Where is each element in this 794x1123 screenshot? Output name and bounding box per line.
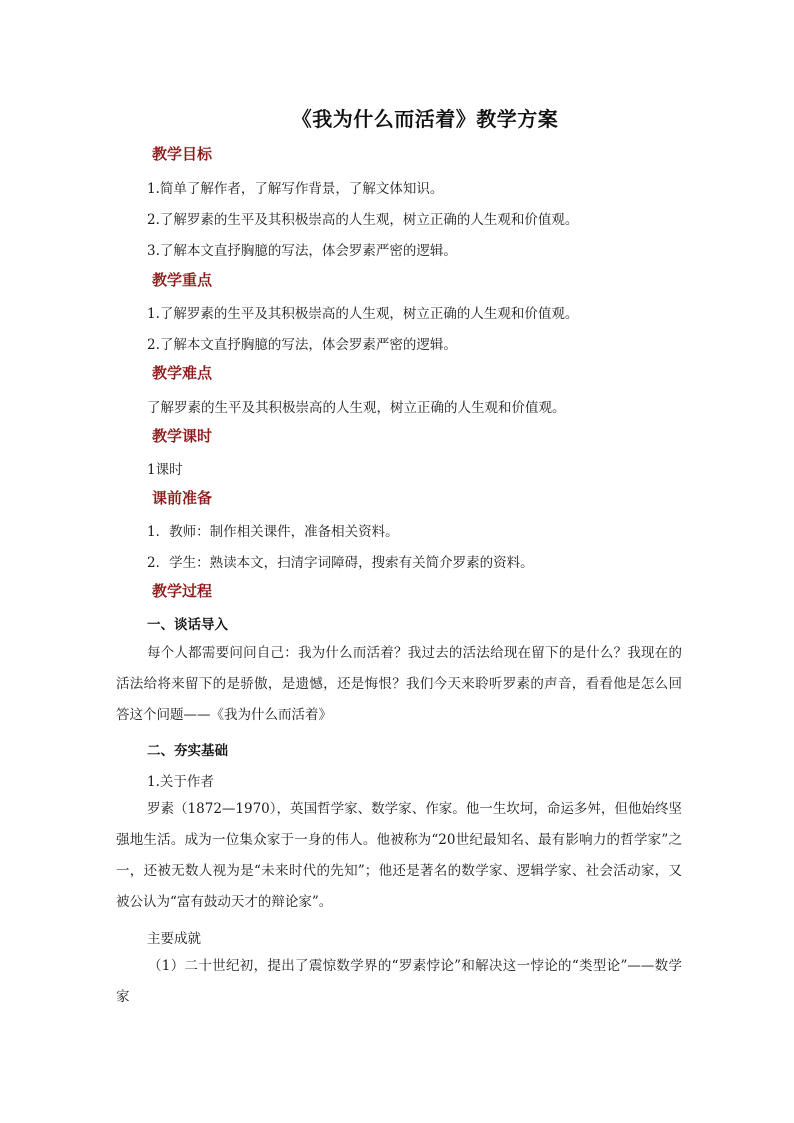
achievement-item-1: （1）二十世纪初，提出了震惊数学界的“罗素悖论”和解决这一悖论的“类型论”——数学家 xyxy=(116,958,682,1005)
section-basics-heading: 二、夯实基础 xyxy=(147,743,228,759)
hours-text: 1课时 xyxy=(147,462,183,478)
goal-item-2: 2.了解罗素的生平及其积极崇高的人生观，树立正确的人生观和价值观。 xyxy=(147,212,579,228)
goal-item-3: 3.了解本文直抒胸臆的写法，体会罗素严密的逻辑。 xyxy=(147,243,457,259)
goal-item-1: 1.简单了解作者，了解写作背景，了解文体知识。 xyxy=(147,181,444,197)
section-intro-heading: 一、谈话导入 xyxy=(147,617,228,633)
heading-prep: 课前准备 xyxy=(152,489,213,507)
document-title: 《我为什么而活着》教学方案 xyxy=(291,107,559,131)
heading-hours: 教学课时 xyxy=(152,427,213,445)
heading-keypoints: 教学重点 xyxy=(152,271,213,289)
heading-difficulty: 教学难点 xyxy=(152,364,213,382)
heading-goals: 教学目标 xyxy=(152,145,213,163)
about-author-paragraph: 罗素（1872—1970），英国哲学家、数学家、作家。他一生坎坷，命运多舛，但他始终坚强地生活。成为一位集众家于一身的伟人。他被称为“20世纪最知名、最有影响力的哲学家”之一，还被无数人视为是“未来时代的先知”；他还是著名的数学家、逻辑学家、社会活动家，又被公认为“富有鼓动天才的辩论家”。 xyxy=(116,801,682,910)
prep-item-2: 2．学生：熟读本文，扫清字词障碍，搜索有关简介罗素的资料。 xyxy=(147,555,534,571)
about-author-label: 1.关于作者 xyxy=(147,774,214,790)
keypoint-item-1: 1.了解罗素的生平及其积极崇高的人生观，树立正确的人生观和价值观。 xyxy=(147,306,579,322)
achievements-label: 主要成就 xyxy=(147,931,201,947)
keypoint-item-2: 2.了解本文直抒胸臆的写法，体会罗素严密的逻辑。 xyxy=(147,337,457,353)
prep-item-1: 1．教师：制作相关课件，准备相关资料。 xyxy=(147,524,399,540)
heading-process: 教学过程 xyxy=(152,582,213,600)
difficulty-text: 了解罗素的生平及其积极崇高的人生观，树立正确的人生观和价值观。 xyxy=(147,400,566,416)
intro-paragraph: 每个人都需要问问自己：我为什么而活着？我过去的活法给现在留下的是什么？我现在的活法给将来留下的是骄傲，是遗憾，还是悔恨？我们今天来聆听罗素的声音，看看他是怎么回答这个问题——《我为什么而活着》 xyxy=(116,645,682,723)
